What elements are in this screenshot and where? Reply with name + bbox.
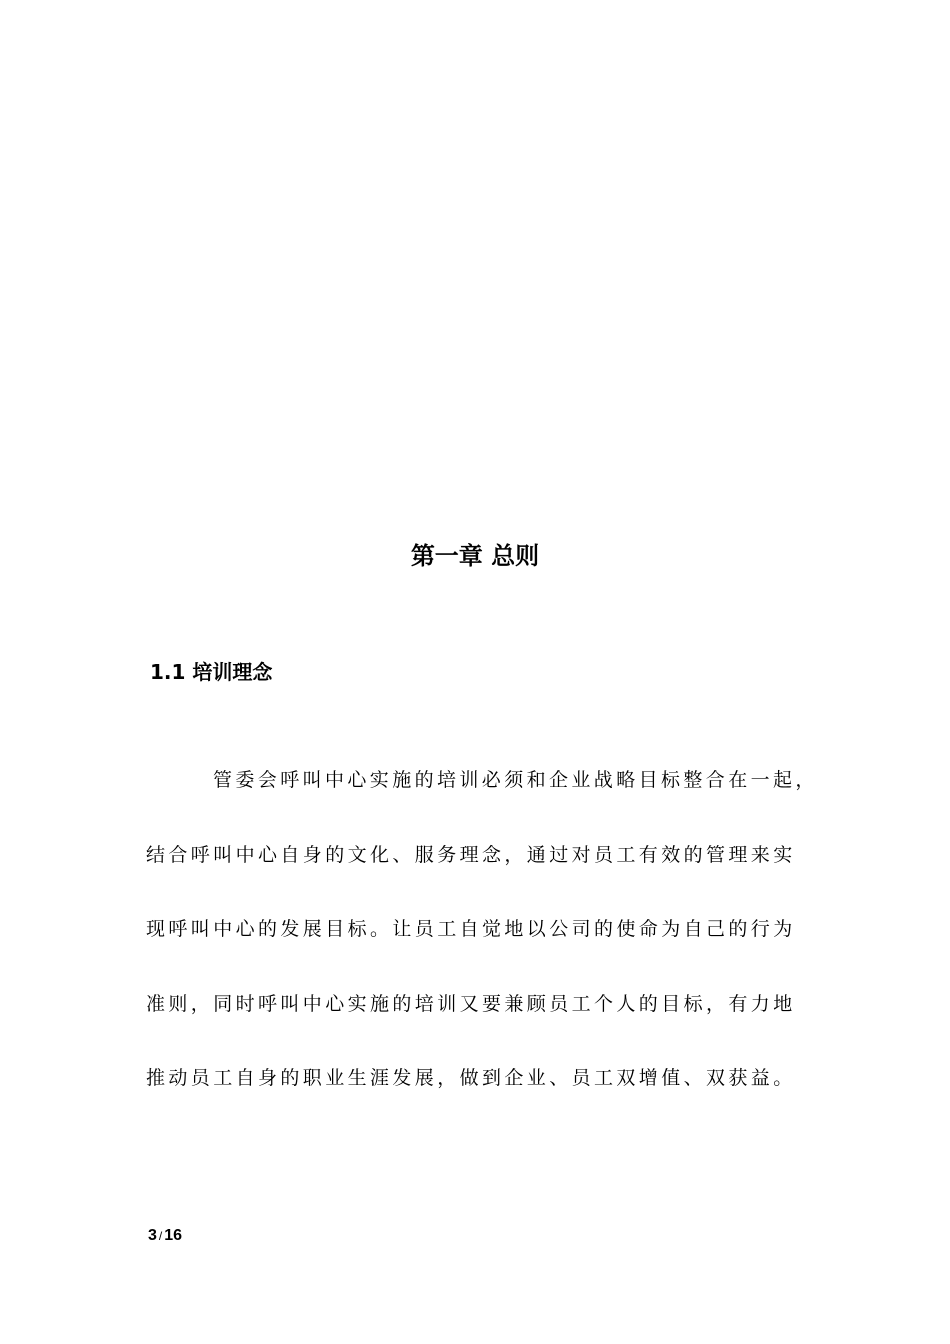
paragraph-line: 准则，同时呼叫中心实施的培训又要兼顾员工个人的目标，有力地: [146, 992, 796, 1015]
page-number-total: 16: [164, 1227, 183, 1244]
paragraph-line: 推动员工自身的职业生涯发展，做到企业、员工双增值、双获益。: [146, 1067, 796, 1089]
page-number-current: 3: [148, 1227, 157, 1244]
body-paragraph: [146, 743, 836, 1116]
page-number-separator: /: [158, 1229, 163, 1243]
paragraph-line: 现呼叫中心的发展目标。让员工自觉地以公司的使命为自己的行为: [146, 918, 796, 940]
chapter-title: 第一章 总则: [410, 542, 540, 570]
page-number: [148, 1224, 182, 1248]
paragraph-line: 管委会呼叫中心实施的培训必须和企业战略目标整合在一起，: [213, 769, 818, 791]
paragraph-line: 结合呼叫中心自身的文化、服务理念，通过对员工有效的管理来实: [146, 843, 796, 866]
section-heading: 1.1 培训理念: [150, 660, 273, 684]
